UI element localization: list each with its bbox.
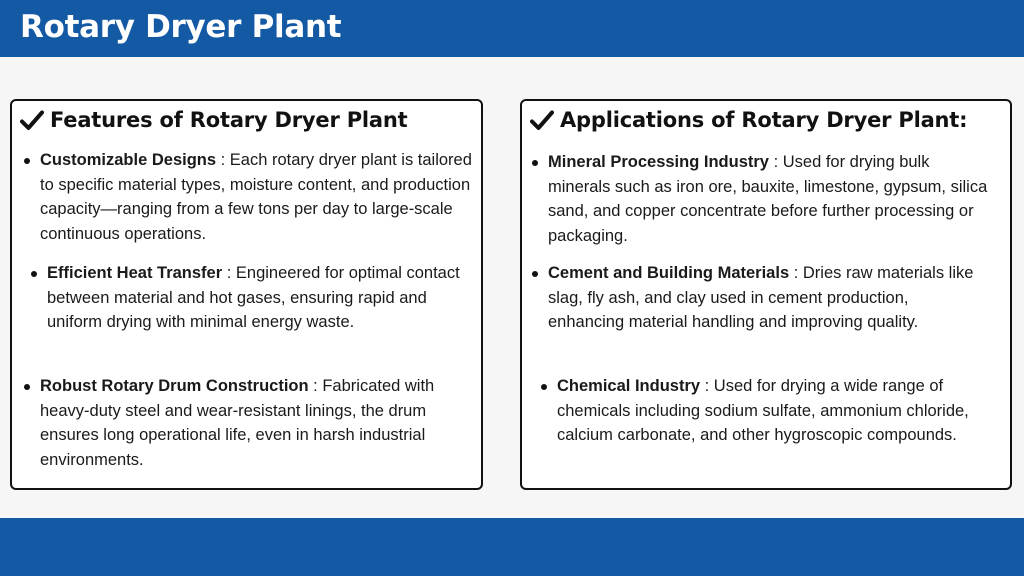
checkmark-icon [20,108,44,132]
list-item [40,148,478,246]
checkmark-icon [530,108,554,132]
features-heading [20,108,407,132]
list-item-text: : Each rotary dryer plant is tailored to specific material types, moisture content, and production capacity—ranging from a few tons per day to large-scale continuous operations. [40,151,472,243]
list-item-text: : Used for drying a wide range of chemicals including sodium sulfate, ammonium chloride, calcium carbonate, and other hygroscopic compounds. [557,377,969,444]
list-item-text: : Engineered for optimal contact between material and hot gases, ensuring rapid and uniform drying with minimal energy waste. [47,264,460,331]
list-item-term: Robust Rotary Drum Construction [40,377,309,395]
list-item [548,150,993,248]
page-title: Rotary Dryer Plant [20,9,342,45]
bullet-dot [532,160,538,166]
list-item-term: Cement and Building Materials [548,264,790,282]
list-item-term: Mineral Processing Industry [548,153,769,171]
footer-bar [0,518,1024,576]
list-item [47,261,467,335]
list-item-text: : Used for drying bulk minerals such as iron ore, bauxite, limestone, gypsum, silica sand, and copper concentrate before further processing or packaging. [548,153,988,245]
applications-panel [520,99,1012,490]
bullet-dot [541,384,547,390]
list-item [40,374,465,472]
list-item-text: : Fabricated with heavy-duty steel and wear-resistant linings, the drum ensures long operational life, even in harsh industrial environments. [40,377,435,469]
bullet-dot [24,384,30,390]
list-item [548,261,983,335]
bullet-dot [31,271,37,277]
bullet-dot [24,158,30,164]
applications-heading [530,108,967,132]
features-title: Features of Rotary Dryer Plant [50,108,408,132]
list-item-term: Chemical Industry [557,377,701,395]
bullet-dot [532,271,538,277]
list-item-text: : Dries raw materials like slag, fly ash, and clay used in cement production, enhancing material handling and improving quality. [548,264,974,331]
list-item [557,374,995,448]
features-panel [10,99,483,490]
list-item-term: Customizable Designs [40,151,217,169]
applications-title: Applications of Rotary Dryer Plant: [560,108,968,132]
list-item-term: Efficient Heat Transfer [47,264,223,282]
header-bar [0,0,1024,57]
